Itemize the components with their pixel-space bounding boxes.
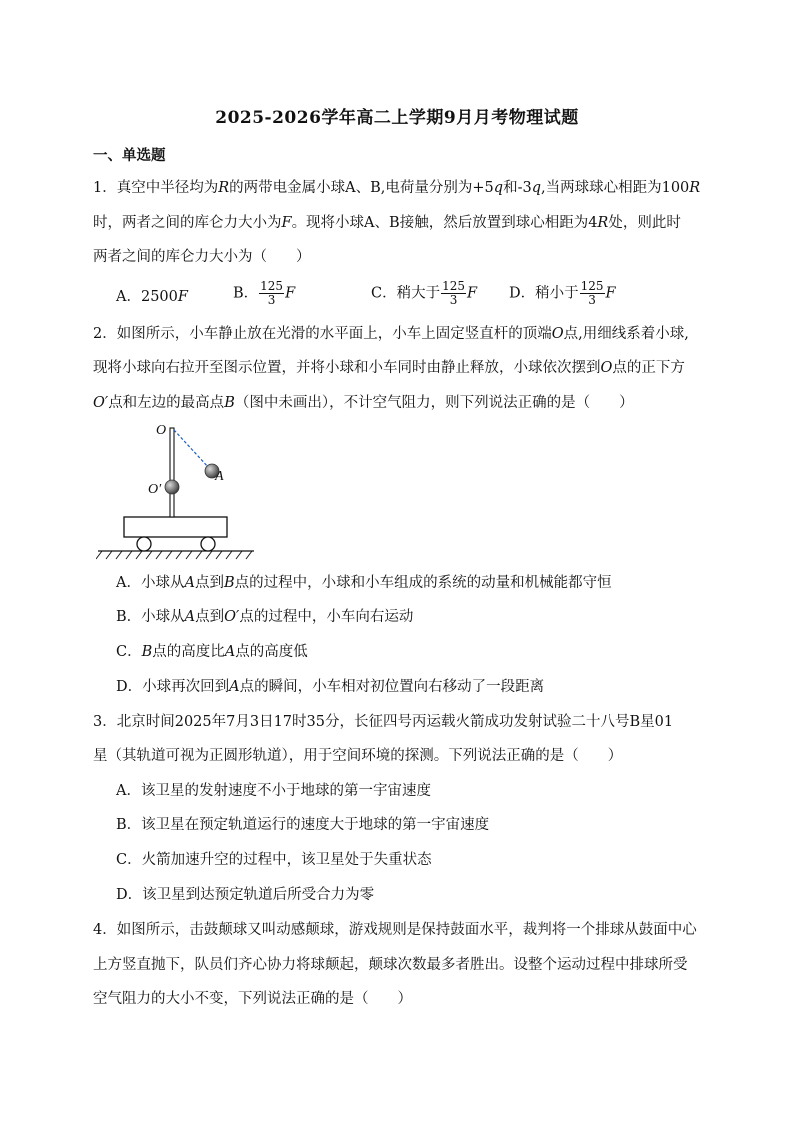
- point-o-prime-ball: [165, 480, 179, 494]
- q2-option-a: A．小球从A点到B点的过程中，小球和小车组成的系统的动量和机械能都守恒: [116, 575, 612, 591]
- q1-option-d: D．稍小于 $\frac{125}{3}$ F: [509, 279, 616, 307]
- q3-option-a: A．该卫星的发射速度不小于地球的第一宇宙速度: [116, 783, 431, 799]
- vertical-rod: [170, 428, 174, 517]
- page-title: 2025-2026学年高二上学期9月月考物理试题: [215, 108, 579, 128]
- q1-option-a: A．2500F: [116, 289, 188, 305]
- q1-option-b: B． $\frac{125}{3}$ F: [233, 279, 296, 307]
- label-o: O: [156, 423, 167, 438]
- label-a: A: [215, 469, 224, 484]
- q4-line-2: 上方竖直抛下，队员们齐心协力将球颠起，颠球次数最多者胜出。设整个运动过程中排球所受: [93, 957, 688, 973]
- q1-line-3: 两者之间的库仑力大小为（ ）: [93, 249, 311, 265]
- q3-line-1: 3．北京时间2025年7月3日17时35分，长征四号丙运载火箭成功发射试验二十八号B星01: [93, 714, 674, 730]
- q2-line-2: 现将小球向右拉开至图示位置，并将小球和小车同时由静止释放，小球依次摆到O点的正下方: [93, 360, 685, 376]
- q2-line-3: O′点和左边的最高点B（图中未画出），不计空气阻力，则下列说法正确的是（ ）: [93, 395, 634, 411]
- q3-option-b: B．该卫星在预定轨道运行的速度大于地球的第一宇宙速度: [116, 817, 490, 833]
- q1-line-2: 时，两者之间的库仑力大小为F。现将小球A、B接触，然后放置到球心相距为4R处，则此时: [93, 215, 681, 231]
- pendulum-string: [174, 430, 209, 468]
- q2-option-c: C．B点的高度比A点的高度低: [116, 644, 308, 660]
- fraction: $\frac{125}{3}$: [260, 279, 284, 307]
- q2-option-b: B．小球从A点到O′点的过程中，小车向右运动: [116, 609, 414, 625]
- fraction: $\frac{125}{3}$: [442, 279, 466, 307]
- section-heading: 一、单选题: [93, 147, 166, 164]
- q1-option-c: C．稍大于 $\frac{125}{3}$ F: [371, 279, 478, 307]
- cart-pendulum-figure: [96, 418, 266, 564]
- label-o-prime: O′: [148, 482, 162, 497]
- q1-line-1: 1．真空中半径均为R的两带电金属小球A、B,电荷量分别为+5q和-3q,当两球球心相距为100R: [93, 180, 701, 196]
- q2-option-d: D．小球再次回到A点的瞬间，小车相对初位置向右移动了一段距离: [116, 679, 545, 695]
- q4-line-1: 4．如图所示，击鼓颠球又叫动感颠球，游戏规则是保持鼓面水平，裁判将一个排球从鼓面中心: [93, 922, 697, 938]
- q2-line-1: 2．如图所示，小车静止放在光滑的水平面上，小车上固定竖直杆的顶端O点,用细线系着小球,: [93, 326, 689, 342]
- q3-option-c: C．火箭加速升空的过程中，该卫星处于失重状态: [116, 852, 432, 868]
- cart-wheel-left: [137, 537, 151, 551]
- q3-option-d: D．该卫星到达预定轨道后所受合力为零: [116, 887, 375, 903]
- cart-body: [124, 517, 227, 537]
- ground-hatching: [96, 551, 252, 559]
- cart-wheel-right: [201, 537, 215, 551]
- q3-line-2: 星（其轨道可视为正圆形轨道），用于空间环境的探测。下列说法正确的是（ ）: [93, 748, 623, 764]
- fraction: $\frac{125}{3}$: [580, 279, 604, 307]
- q4-line-3: 空气阻力的大小不变，下列说法正确的是（ ）: [93, 991, 412, 1007]
